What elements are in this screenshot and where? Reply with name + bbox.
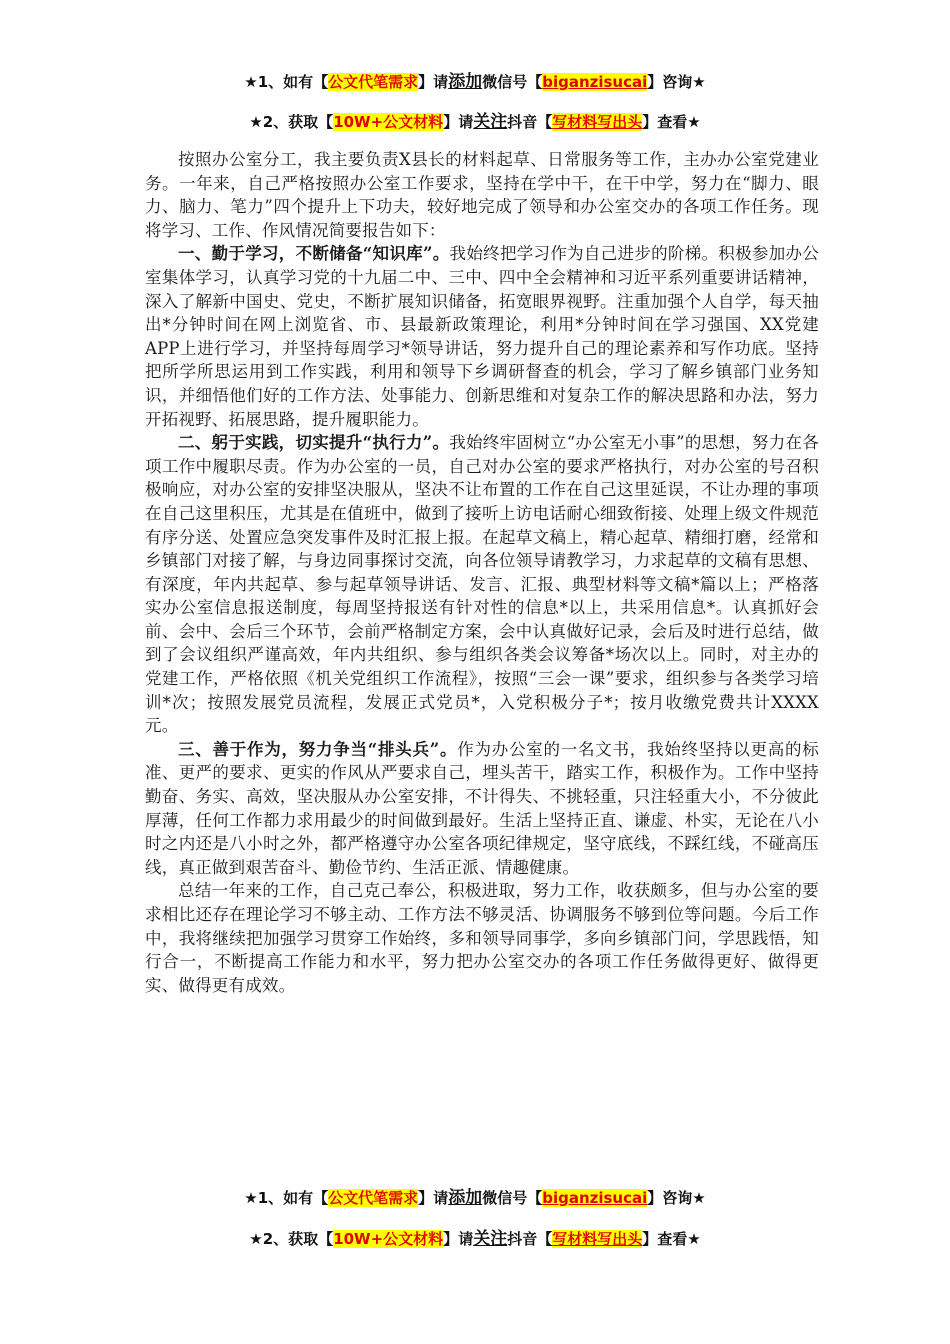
section-paragraph <box>145 738 819 880</box>
promo-suffix: 】查看★ <box>642 1230 701 1248</box>
douyin-account-link[interactable]: 写材料写出头 <box>552 113 643 131</box>
promo-line-top-2 <box>0 111 950 133</box>
promo-emphasis: 添加 <box>448 72 483 92</box>
section-body: 作为办公室的一名文书，我始终坚持以更高的标准、更严的要求、更实的作风从严要求自己，埋头苦干，踏实工作，积极作为。工作中坚持勤奋、务实、高效，坚决服从办公室安排，不计得失、不挑轻重，只注轻重大小，不分彼此厚薄，任何工作都力求用最少的时间做到最好。生活上坚持正直、谦虚、朴实，无论在八小时之内还是八小时之外，都严格遵守办公室各项纪律规定，坚守底线，不踩红线，不碰高压线，真正做到艰苦奋斗、勤俭节约、生活正派、情趣健康。 <box>145 739 819 877</box>
promo-highlight: 公文代笔需求 <box>328 1189 419 1207</box>
promo-prefix: ★2、获取【 <box>249 113 334 131</box>
promo-emphasis: 添加 <box>448 1188 483 1208</box>
section-paragraph <box>145 431 819 738</box>
promo-highlight: 10W+公文材料 <box>333 1230 444 1248</box>
wechat-id-link[interactable]: biganzisucai <box>542 1189 648 1207</box>
promo-prefix: ★1、如有【 <box>244 73 329 91</box>
promo-prefix: ★1、如有【 <box>244 1189 329 1207</box>
promo-emphasis: 关注 <box>473 112 508 132</box>
section-heading: 三、善于作为，努力争当“排头兵”。 <box>178 739 458 759</box>
promo-highlight: 10W+公文材料 <box>333 113 444 131</box>
douyin-account-link[interactable]: 写材料写出头 <box>552 1230 643 1248</box>
section-body: 我始终牢固树立“办公室无小事”的思想，努力在各项工作中履职尽责。作为办公室的一员，自己对办公室的要求严格执行，对办公室的号召积极响应，对办公室的安排坚决服从，坚决不让布置的工作在自己这里延误，不让办理的事项在自己这里积压，尤其是在值班中，做到了接听上访电话耐心细致衔接、处理上级文件规范有序分送、处置应急突发事件及时汇报上报。在起草文稿上，精心起草、精细打磨，经常和乡镇部门对接了解，与身边同事探讨交流，向各位领导请教学习，力求起草的文稿有思想、有深度，年内共起草、参与起草领导讲话、发言、汇报、典型材料等文稿*篇以上；严格落实办公室信息报送制度，每周坚持报送有针对性的信息*以上，共采用信息*。认真抓好会前、会中、会后三个环节，会前严格制定方案，会中认真做好记录，会后及时进行总结，做到了会议组织严谨高效，年内共组织、参与组织各类会议筹备*场次以上。同时，对主办的党建工作，严格依照《机关党组织工作流程》，按照“三会一课”要求，组织参与各类学习培训*次；按照发展党员流程，发展正式党员*，入党积极分子*；按月收缴党费共计XXXX元。 <box>145 433 819 736</box>
promo-line-bottom-1 <box>0 1187 950 1209</box>
promo-line-top-1 <box>0 71 950 93</box>
promo-text: 】请 <box>443 113 474 131</box>
intro-paragraph: 按照办公室分工，我主要负责X县长的材料起草、日常服务等工作，主办办公室党建业务。一年来，自己严格按照办公室工作要求，坚持在学中干，在干中学，努力在“脚力、眼力、脑力、笔力”四个提升上下功夫，较好地完成了领导和办公室交办的各项工作任务。现将学习、工作、作风情况简要报告如下： <box>145 150 819 240</box>
promo-emphasis: 关注 <box>473 1229 508 1249</box>
promo-text: 抖音【 <box>507 113 553 131</box>
promo-text: 微信号【 <box>482 1189 543 1207</box>
section-body: 我始终把学习作为自己进步的阶梯。积极参加办公室集体学习，认真学习党的十九届二中、三中、四中全会精神和习近平系列重要讲话精神，深入了解新中国史、党史，不断扩展知识储备，拓宽眼界视野。注重加强个人自学，每天抽出*分钟时间在网上浏览省、市、县最新政策理论，利用*分钟时间在学习强国、XX党建APP上进行学习，并坚持每周学习*领导讲话，努力提升自己的理论素养和写作功底。坚持把所学所思运用到工作实践，利用和领导下乡调研督查的机会，学习了解乡镇部门业务知识，并细悟他们好的工作方法、处事能力、创新思维和对复杂工作的解决思路和办法，努力开拓视野、拓展思路，提升履职能力。 <box>145 244 819 429</box>
promo-highlight: 公文代笔需求 <box>328 73 419 91</box>
promo-suffix: 】咨询★ <box>647 73 706 91</box>
wechat-id-link[interactable]: biganzisucai <box>542 73 648 91</box>
promo-suffix: 】查看★ <box>642 113 701 131</box>
promo-suffix: 】咨询★ <box>647 1189 706 1207</box>
document-body <box>145 148 819 997</box>
conclusion-paragraph: 总结一年来的工作，自己克己奉公，积极进取，努力工作，收获颇多，但与办公室的要求相比还存在理论学习不够主动、工作方法不够灵活、协调服务不够到位等问题。今后工作中，我将继续把加强学习贯穿工作始终，多和领导同事学，多向乡镇部门问，学思践悟，知行合一，不断提高工作能力和水平，努力把办公室交办的各项工作任务做得更好、做得更实、做得更有成效。 <box>145 881 819 995</box>
promo-text: 微信号【 <box>482 73 543 91</box>
promo-line-bottom-2 <box>0 1228 950 1250</box>
promo-text: 】请 <box>443 1230 474 1248</box>
section-paragraph <box>145 242 819 431</box>
section-heading: 一、勤于学习，不断储备“知识库”。 <box>178 244 450 264</box>
promo-text: 】请 <box>418 73 449 91</box>
promo-text: 】请 <box>418 1189 449 1207</box>
promo-text: 抖音【 <box>507 1230 553 1248</box>
section-heading: 二、躬于实践，切实提升“执行力”。 <box>178 433 450 453</box>
promo-prefix: ★2、获取【 <box>249 1230 334 1248</box>
